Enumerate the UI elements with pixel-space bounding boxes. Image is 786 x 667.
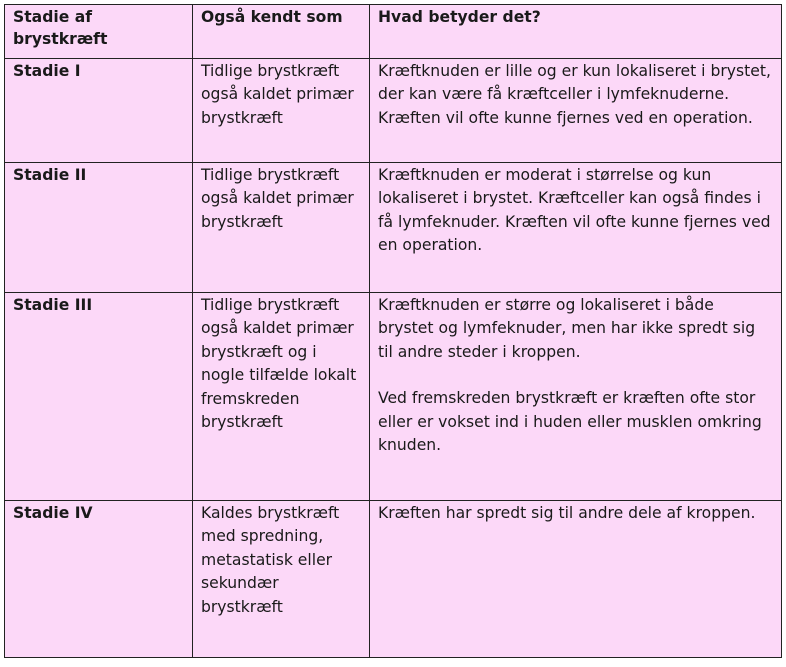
stage-name: Stadie IV [5, 501, 193, 658]
meaning-paragraph: Kræftknuden er lille og er kun lokaliseret i brystet, der kan være få kræftceller i lymfeknuderne. Kræften vil ofte kunne fjernes ved en operation. [378, 62, 771, 127]
meaning-paragraph: Kræftknuden er moderat i størrelse og kun lokaliseret i brystet. Kræftceller kan også findes i få lymfeknuder. Kræften vil ofte kunne fjernes ved en operation. [378, 166, 771, 255]
table-row [5, 501, 782, 658]
header-stage: Stadie af brystkræft [5, 5, 193, 59]
stage-meaning [370, 293, 782, 501]
meaning-paragraph: Kræftknuden er større og lokaliseret i både brystet og lymfeknuder, men har ikke spredt sig til andre steder i kroppen. [378, 296, 756, 361]
meaning-paragraph: Kræften har spredt sig til andre dele af kroppen. [378, 504, 756, 522]
also-known-as: Tidlige brystkræft også kaldet primær brystkræft [193, 59, 370, 163]
also-known-as: Tidlige brystkræft også kaldet primær brystkræft [193, 163, 370, 293]
header-meaning: Hvad betyder det? [370, 5, 782, 59]
stage-name: Stadie II [5, 163, 193, 293]
meaning-paragraph: Ved fremskreden brystkræft er kræften ofte stor eller er vokset ind i huden eller musklen omkring knuden. [378, 389, 762, 455]
table-row [5, 163, 782, 293]
stage-name: Stadie I [5, 59, 193, 163]
also-known-as: Tidlige brystkræft også kaldet primær brystkræft og i nogle tilfælde lokalt fremskreden brystkræft [193, 293, 370, 501]
stage-meaning [370, 501, 782, 658]
also-known-as: Kaldes brystkræft med spredning, metastatisk eller sekundær brystkræft [193, 501, 370, 658]
table-row [5, 293, 782, 501]
stage-meaning [370, 59, 782, 163]
table-header-row [5, 5, 782, 59]
breast-cancer-stages-table [4, 4, 782, 658]
header-also-known: Også kendt som [193, 5, 370, 59]
stage-meaning [370, 163, 782, 293]
stage-name: Stadie III [5, 293, 193, 501]
table-row [5, 59, 782, 163]
